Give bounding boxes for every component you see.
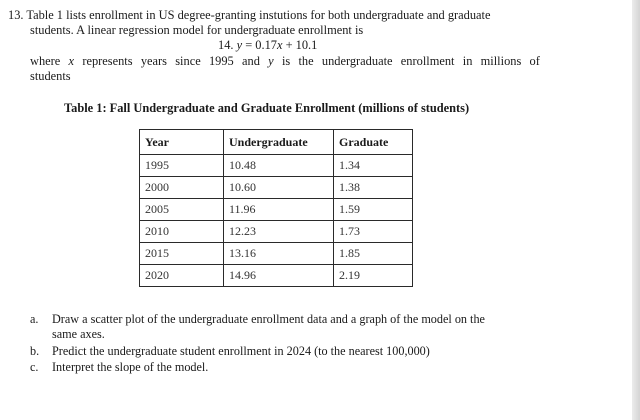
cell-graduate: 1.73 xyxy=(334,221,413,243)
table-row xyxy=(140,265,413,287)
cell-year: 2000 xyxy=(140,177,224,199)
word: is xyxy=(281,54,291,68)
table-row xyxy=(140,155,413,177)
word: 1995 xyxy=(208,54,234,68)
word: in xyxy=(462,54,473,68)
question-marker: b. xyxy=(30,344,40,358)
question-text: Draw a scatter plot of the undergraduate enrollment data and a graph of the model on the xyxy=(52,312,485,326)
cell-year: 2015 xyxy=(140,243,224,265)
word: x xyxy=(68,54,75,68)
page-edge-shadow xyxy=(632,0,640,420)
enrollment-table xyxy=(139,129,413,287)
problem-intro-line: 13. Table 1 lists enrollment in US degree-granting instutions for both undergraduate and graduate xyxy=(8,8,491,22)
table-row xyxy=(140,221,413,243)
word: millions xyxy=(480,54,522,68)
cell-year: 2005 xyxy=(140,199,224,221)
cell-graduate: 1.85 xyxy=(334,243,413,265)
word: enrollment xyxy=(400,54,455,68)
question-text: Interpret the slope of the model. xyxy=(52,360,209,374)
word: and xyxy=(242,54,260,68)
header-graduate: Graduate xyxy=(334,130,413,155)
word: since xyxy=(175,54,201,68)
table-body xyxy=(140,155,413,287)
word: of xyxy=(529,54,540,68)
table-header-row xyxy=(140,130,413,155)
cell-undergraduate: 14.96 xyxy=(224,265,334,287)
variable-definition-continuation: students xyxy=(30,69,71,83)
regression-model-equation: 14. y = 0.17x + 10.1 xyxy=(218,38,318,52)
word: represents xyxy=(82,54,133,68)
problem-intro-continuation: students. A linear regression model for undergraduate enrollment is xyxy=(30,23,364,37)
cell-year: 1995 xyxy=(140,155,224,177)
word: where xyxy=(30,54,61,68)
cell-undergraduate: 11.96 xyxy=(224,199,334,221)
table-row xyxy=(140,243,413,265)
table-row xyxy=(140,199,413,221)
question-a-continuation: same axes. xyxy=(52,327,105,341)
cell-year: 2020 xyxy=(140,265,224,287)
table-row xyxy=(140,177,413,199)
cell-year: 2010 xyxy=(140,221,224,243)
word: the xyxy=(298,54,314,68)
word: undergraduate xyxy=(321,54,393,68)
header-year: Year xyxy=(140,130,224,155)
cell-undergraduate: 13.16 xyxy=(224,243,334,265)
question-marker: c. xyxy=(30,360,39,374)
word: y xyxy=(268,54,274,68)
word: years xyxy=(140,54,167,68)
cell-graduate: 1.34 xyxy=(334,155,413,177)
header-undergraduate: Undergraduate xyxy=(224,130,334,155)
question-marker: a. xyxy=(30,312,39,326)
cell-graduate: 1.59 xyxy=(334,199,413,221)
table-title: Table 1: Fall Undergraduate and Graduate Enrollment (millions of students) xyxy=(64,101,470,115)
cell-undergraduate: 12.23 xyxy=(224,221,334,243)
question-text: Predict the undergraduate student enrollment in 2024 (to the nearest 100,000) xyxy=(52,344,430,358)
cell-graduate: 2.19 xyxy=(334,265,413,287)
variable-definition-line xyxy=(30,54,540,69)
cell-graduate: 1.38 xyxy=(334,177,413,199)
cell-undergraduate: 10.60 xyxy=(224,177,334,199)
cell-undergraduate: 10.48 xyxy=(224,155,334,177)
